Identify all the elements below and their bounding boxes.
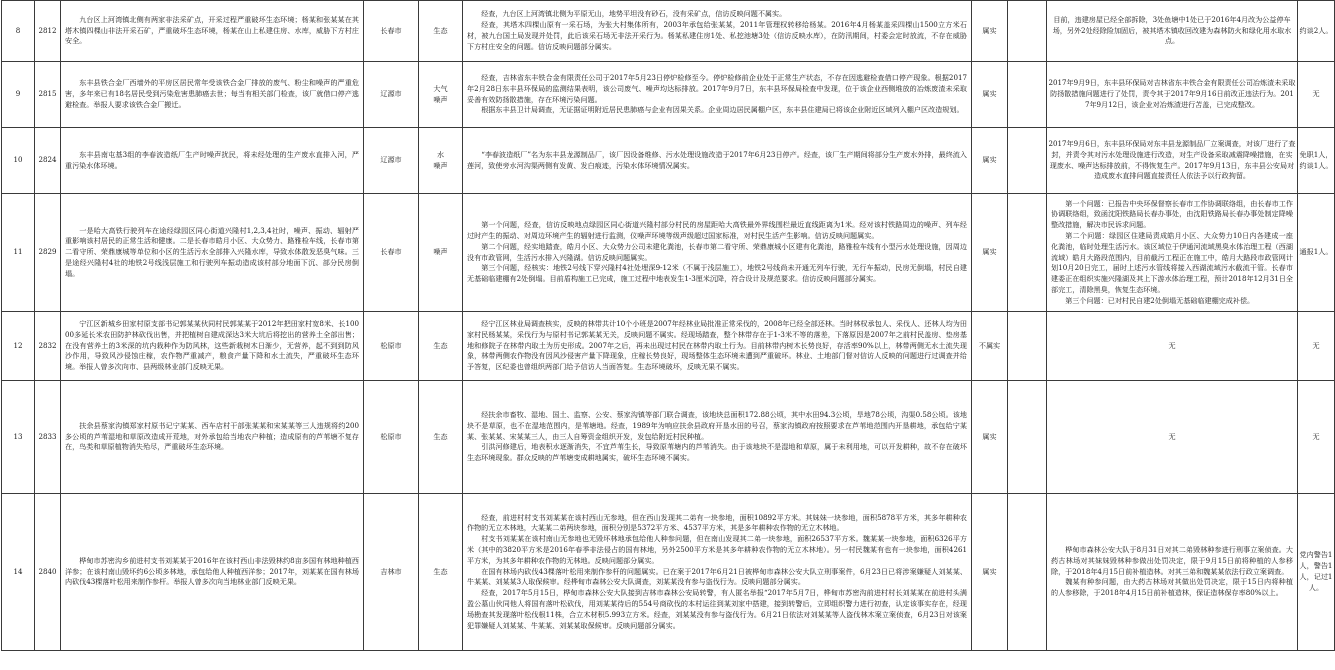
rectification-cell: 无	[1047, 312, 1298, 381]
findings-cell	[463, 381, 972, 494]
city-cell: 松原市	[364, 312, 419, 381]
findings-cell-paragraph: 在国有林场内砍伐43棵落叶松用来制作参杆的问题属实。已在案于2017年6月21日被桦甸市森林公安大队立刑事案件，6月23日已将涉案嫌疑人刘某某、牛某某、刘某某3人取保候审。经桦甸市森林公安大队调查，刘某某没有参与盗伐行为。反映问题部分属实。	[467, 566, 967, 587]
case-id-cell: 2824	[35, 128, 61, 194]
table-row	[2, 312, 1335, 381]
row-number-cell: 12	[2, 312, 35, 381]
verdict-cell: 属实	[972, 194, 1008, 312]
pollution-type-cell: 生态	[419, 312, 463, 381]
pollution-type-cell: 大气 噪声	[419, 62, 463, 128]
verdict-cell: 属实	[972, 62, 1008, 128]
table-row	[2, 128, 1335, 194]
accountability-cell: 通报1人。	[1298, 194, 1335, 312]
rectification-cell-paragraph: 第三个问题：已对村民自建2处倒塌无基础临建棚完成补偿。	[1065, 295, 1255, 305]
findings-cell	[463, 194, 972, 312]
findings-cell-paragraph: 经查，前进村村支书刘某某在该村西山无参地，但在西山发现其二弟有一块参地，面积10892平方米。其妹妹一块参地，面积5878平方米，其多年耕种农作物的无立木林地，大某某二弟两块参地，面积分别是5372平方米、4537平方米，其是多年耕种农作物的无立木林地。	[467, 512, 967, 533]
accountability-cell: 无	[1298, 62, 1335, 128]
complaint-cell: 东丰县南屯基3组的李春波造纸厂生产时噪声扰民，将未经处理的生产废水直排入河，严重污染水体环境。	[61, 128, 364, 194]
accountability-cell: 党内警告1人，警告1人，记过1人。	[1298, 494, 1335, 651]
table-row	[2, 1, 1335, 62]
findings-cell-paragraph: 经查，2017年5月15日，桦甸市森林公安大队接到吉林市森林公安局转警，有人匿名举报“2017年5月7日，桦甸市苏密沟前进村村长刘某某在前进村头满盈公墓山伙同他人将国有落叶松砍伐，用刘某某待后的554号商砍伐的本村运往到某刘家中搭建，接到转警后，立即组织警力进行初查，认定该事实存在，经现场勘查其发现落叶松伐根11株，合立木材积5.993立方米。经查，刘某某没有参与盗伐行为。6月21日依法对刘某某等人盗伐林木案立案侦查，6月23日对该案犯罪嫌疑人刘某某、牛某某、刘某某取保候审。反映问题部分属实。	[467, 588, 967, 630]
case-id-cell: 2815	[35, 62, 61, 128]
petition-table	[1, 0, 1335, 651]
accountability-cell: 约谈2人。	[1298, 1, 1335, 62]
verdict-cell: 属实	[972, 128, 1008, 194]
rectification-cell-paragraph: 魏某有种参问题，由大药古林场对其做出处罚决定，限于15日内将种植的人参移除，于2018年4月15日前补植造林，保证造林保存率80%以上。	[1051, 577, 1293, 598]
findings-cell-paragraph: 村支书刘某某在该村南山无参地也无毁坏林地承包给他人种参问题，但在南山发现其二弟一块参地，面积26537平方米。魏某某一块参地，面积6326平方米（其中的3820平方米是2016年春季非法侵占的国有林地，另外2500平方米是其多年耕种农作物的无立木林地）。另一村民魏某有也有一块参地，面积4261平方米，为其多年耕种农作物的无林地。反映问题部分属实。	[467, 534, 967, 565]
verdict-cell: 属实	[972, 1, 1008, 62]
findings-cell-paragraph: 经宁江区林业局调查核实，反映的林带共计10个小班是2007年经林业局批准正常采伐的，2008年已经全部还林。当时林权承包人、采伐人、还林人均为田家村民杨某某，采伐行为与原村书记郭某某无关，反映问题不属实。经现场踏查，整个林带存在于1-3米不等的落差，下落原因是2007年之前村民盖房、垫房基地和修院子在林带内取土为历史形成。2007年之后，再未出现过村民在林带内取土行为。目前林带内树木长势良好，存活率90%以上，林带两侧无水土流失现象，林带两侧农作物没有因风沙侵害产量下降现象，庄稼长势良好，现场整体生态环境未遭到严重破坏。林业、土地部门督对信访人反映的问题进行过调查并给予答复，区纪委也曾组织两部门给予信访人当面答复。生态环境破坏，反映无果不属实。	[467, 319, 967, 372]
row-number-cell: 10	[2, 128, 35, 194]
verdict-cell: 属实	[972, 494, 1008, 651]
city-cell: 长春市	[364, 194, 419, 312]
city-cell: 松原市	[364, 381, 419, 494]
empty-cell	[1008, 381, 1047, 494]
rectification-cell: 2017年9月6日，东丰县环保局对东丰县龙源制品厂立案调查，对该厂进行了查封，并责令其对污水处理设施进行改造，对生产设备采取减震降噪措施，在实现废水、噪声达标排放前，不得恢复生产。2017年9月13日，东丰县公安局对造成废水直排问题直接责任人依法予以行政拘留。	[1047, 128, 1298, 194]
complaint-cell: 桦甸市苏密沟乡前进村支书刘某某于2016年在该村西山非法毁林约8亩多国有林地种植西洋参；在该村南山毁坏约6公顷多林地，承包给他人种植西洋参；2017年，刘某某在国有林场内砍伐43棵落叶松用来制作参杆。举报人曾多次向当地林业部门反映无果。	[61, 494, 364, 651]
table-row	[2, 194, 1335, 312]
empty-cell	[1008, 62, 1047, 128]
accountability-cell: 无	[1298, 312, 1335, 381]
findings-cell-paragraph: 根据东丰县卫计局调查，无证据证明附近居民患肺癌与企业有因果关系。企业周边居民属棚户区，东丰县住建局已将该企业附近区域列入棚户区改造规划。	[481, 105, 964, 115]
table-row	[2, 381, 1335, 494]
rectification-cell-paragraph: 桦甸市森林公安大队于8月31日对其二弟毁林种参进行刑事立案侦查。大药古林场对其妹妹毁林种参做出处罚决定，限于9月15日前将种植的人参移除，于2018年4月15日前补植造林。对其三弟和魏某某依法行政立案调查。	[1051, 545, 1293, 576]
findings-cell-paragraph: 第一个问题，经查，信访反映地点绿园区同心街道兴隆村部分村民的房屋距哈大高铁最外界线围栏最近直线距离为1米。经对该村铁路周边的噪声、列车经过时产生的振动、对周边环境产生的辐射进行监测，仪噪声环境等级声级超过国家标准，对村民生活产生影响。信访反映问题属实。	[467, 220, 967, 240]
empty-cell	[1008, 494, 1047, 651]
pollution-type-cell: 生态	[419, 494, 463, 651]
row-number-cell: 8	[2, 1, 35, 62]
findings-cell-paragraph: 经查，九台区上河湾镇北侧为平原无山，地势平坦没有砂石，没有采矿点，信访反映问题不属实。	[481, 9, 787, 19]
city-cell: 长春市	[364, 1, 419, 62]
accountability-cell: 无	[1298, 381, 1335, 494]
findings-cell	[463, 312, 972, 381]
row-number-cell: 9	[2, 62, 35, 128]
empty-cell	[1008, 194, 1047, 312]
city-cell: 辽源市	[364, 62, 419, 128]
empty-cell	[1008, 312, 1047, 381]
case-id-cell: 2832	[35, 312, 61, 381]
table-row	[2, 62, 1335, 128]
pollution-type-cell: 噪声	[419, 194, 463, 312]
pollution-type-cell: 水 噪声	[419, 128, 463, 194]
rectification-cell: 无	[1047, 381, 1298, 494]
rectification-cell	[1047, 194, 1298, 312]
rectification-cell-paragraph: 第一个问题：已报告中央环保督察长春市工作协调联络组，由长春市工作协调联络组，致函沈阳铁路局长春办事处，由沈阳铁路局长春办事处制定降噪整改措施，解决市民诉求问题。	[1051, 198, 1293, 230]
findings-cell-paragraph: 经查，其塔木四棵山原有一采石场，为张大村集体所有，2003年承包给张某某，2011年管理权转移给杨某。2016年4月杨某盖采四棵山1500立方米石材，被九台国土局发现并处罚，此后该采石场无非法开采行为。杨某私建住房1处、私挖池塘3处（信访反映水库），在防汛期间，村委会定时放流，不存在威胁下方村庄安全的问题。信访反映问题部分属实。	[467, 20, 967, 51]
complaint-cell: 九台区上河湾镇北侧有两家非法采矿点，开采过程严重破坏生态环境；杨某和张某某在其塔木镇四棵山非法开采石矿，严重破坏生态环境，杨某在山上私建住房、水库，威胁下方村庄安全。	[61, 1, 364, 62]
findings-cell	[463, 128, 972, 194]
findings-cell	[463, 1, 972, 62]
city-cell: 吉林市	[364, 494, 419, 651]
verdict-cell: 属实	[972, 381, 1008, 494]
complaint-cell: 宁江区新城乡田家村原支部书记郭某某伙同村民郭某某于2012年把田家村宽8米、长10000多延长米农田防护林砍伐出售，并把植树自建成深达3米大坑后将挖出的营养土全部出售；在没有营养土的3米深的坑内栽种作为防风林，这些新栽树木日渐少，无营养，起不到到防风沙作用，导致风沙侵蚀庄稼，农作物严重减产，粮食产量下降和水土流失，严重破坏生态环境。举报人曾多次向市、县两级林业部门反映无果。	[61, 312, 364, 381]
rectification-cell: 目前，违建房屋已经全部拆除，3处鱼塘中1处已于2016年4月改为公益停车场，另外2处经除险加固后，被其塔木镇收回改建为森林防火和绿化用水取水点。	[1047, 1, 1298, 62]
verdict-cell: 不属实	[972, 312, 1008, 381]
row-number-cell: 11	[2, 194, 35, 312]
case-id-cell: 2840	[35, 494, 61, 651]
findings-cell-paragraph: 经扶余市畜牧、湿地、国土、监察、公安、蔡家沟镇等部门联合调查，该地块总面积172.88公顷，其中水田94.3公顷，旱地78公顷，沟渠0.58公顷。该地块不是草原，也不在湿地范围内，是苇塘地。经查，1989年为响应扶余县政府开垦水田的号召，蔡家沟镇政府按照要求在芦苇地范围内开垦耕地，承包给宁某某、张某某、宋某某三人，由三人自筹资金组织开发，发包给附近村民种植。	[467, 410, 967, 441]
case-id-cell: 2812	[35, 1, 61, 62]
rectification-cell	[1047, 494, 1298, 651]
rectification-cell-paragraph: 第二个问题：绿园区住建局责成皓月小区、大众势力10日内各建成一座化粪池，临时处理生活污水。该区域位于伊通河流域黑臭水体治理工程（西湖流域）皓月大路段范围内，目前截污工程正在施工中，皓月大路段市政管网计划10月20日完工，届时上述污水管线将接入西湖流域污水截流干管。长春市建委正在组织实施兴隆湖及其上下游水体治理工程，预计2018年12月31日全部完工，清除黑臭，恢复生态环境。	[1051, 230, 1293, 294]
findings-cell-paragraph: “李春波造纸厂”名为东丰县龙源制品厂，该厂因设备维修、污水处理设施改造于2017年6月23日停产。经查，该厂生产期间将部分生产废水外排，最终流入莲河，致使旁水河沟渠两侧有发黄、发白痕迹，污染水体环境情况属实。	[467, 149, 967, 170]
city-cell: 辽源市	[364, 128, 419, 194]
complaint-cell: 一是哈大高铁行驶列车在途经绿园区同心街道兴隆村1,2,3,4社时，噪声、振动、辐射严重影响该村居民的正常生活和健康。二是长春市皓月小区、大众势力、路雅检车线，长春市第二看守所、荣鼎康城等单位和小区的生活污水全部排入兴隆水库，导致水体散发恶臭气味。三是途经兴隆村4社的地铁2号线浅层施工和行驶列车振动造成该村部分地面下沉、部分民房倒塌。	[61, 194, 364, 312]
complaint-cell: 扶余县蔡家沟镇郑家村原书记宁某某、西车店村干部张某某和宋某某等三人违规将约200多公顷的芦苇湿地和草原改造成开荒地，对外承包给当地农户种植；造成原有的芦苇塘不复存在，鸟类和草原植物消失殆尽，严重破坏生态环境。	[61, 381, 364, 494]
findings-cell	[463, 494, 972, 651]
row-number-cell: 14	[2, 494, 35, 651]
findings-cell	[463, 62, 972, 128]
findings-cell-paragraph: 第三个问题，经核实：地铁2号线下穿兴隆村4社处埋深9-12米（不属于浅层施工），地铁2号线尚未开通无列车行驶，无行车振动，民房无倒塌，村民自建无基础临建棚有2处倒塌。目前盾构施工已完成，施工过程中地表发生1-3厘米沉降，符合设计及规范要求。信访反映问题部分属实。	[467, 263, 967, 284]
pollution-type-cell: 生态	[419, 1, 463, 62]
findings-cell-paragraph: 引洪河修建后，地表积水逐渐消失，不宜芦苇生长，导致原苇塘内的芦苇消失。由于该地块不是湿地和草原，属于未利用地，可以开发耕种，故不存在破坏生态环境现象。群众反映的芦苇塘变成耕地属实，破坏生态环境不属实。	[467, 442, 967, 463]
row-number-cell: 13	[2, 381, 35, 494]
complaint-cell: 东丰县铁合金厂西墙外的平房区居民常年受该铁合金厂排放的废气、粉尘和噪声的严重危害，多年来已有18名居民受到污染危害患肺癌去世；每当有相关部门检查，该厂就借口停产逃避检查。举报人要求该铁合金厂搬迁。	[61, 62, 364, 128]
empty-cell	[1008, 128, 1047, 194]
pollution-type-cell: 生态	[419, 381, 463, 494]
table-row	[2, 494, 1335, 651]
empty-cell	[1008, 1, 1047, 62]
findings-cell-paragraph: 经查，吉林省东丰铁合金有限责任公司于2017年5月23日停炉检修至今。停炉检修前企业处于正常生产状态，不存在因逃避检查借口停产现象。根据2017年2月28日东丰县环保局的监测结果表明，该公司废气、噪声均达标排放。2017年9月7日，东丰县环保局检查中发现，位于该企业西侧堆放的冶炼废渣未采取妥善有效防扬散措施，存在环境污染问题。	[467, 72, 967, 104]
rectification-cell: 2017年9月9日，东丰县环保局对吉林省东丰铁合金有限责任公司冶炼渣未采取防扬散措施问题进行了处罚，责令其于2017年9月16日前改正违法行为。2017年9月12日，该企业对冶炼渣进行苫盖，已完成整改。	[1047, 62, 1298, 128]
case-id-cell: 2833	[35, 381, 61, 494]
findings-cell-paragraph: 第二个问题，经实地踏查，皓月小区、大众势力公司未建化粪池，长春市第二看守所、荣鼎康城小区建有化粪池，路雅检车线有小型污水处理设施，因周边没有市政管网，生活污水排入兴隆湖。信访反映问题属实。	[467, 241, 967, 262]
accountability-cell: 免职1人，约谈1人。	[1298, 128, 1335, 194]
case-id-cell: 2829	[35, 194, 61, 312]
